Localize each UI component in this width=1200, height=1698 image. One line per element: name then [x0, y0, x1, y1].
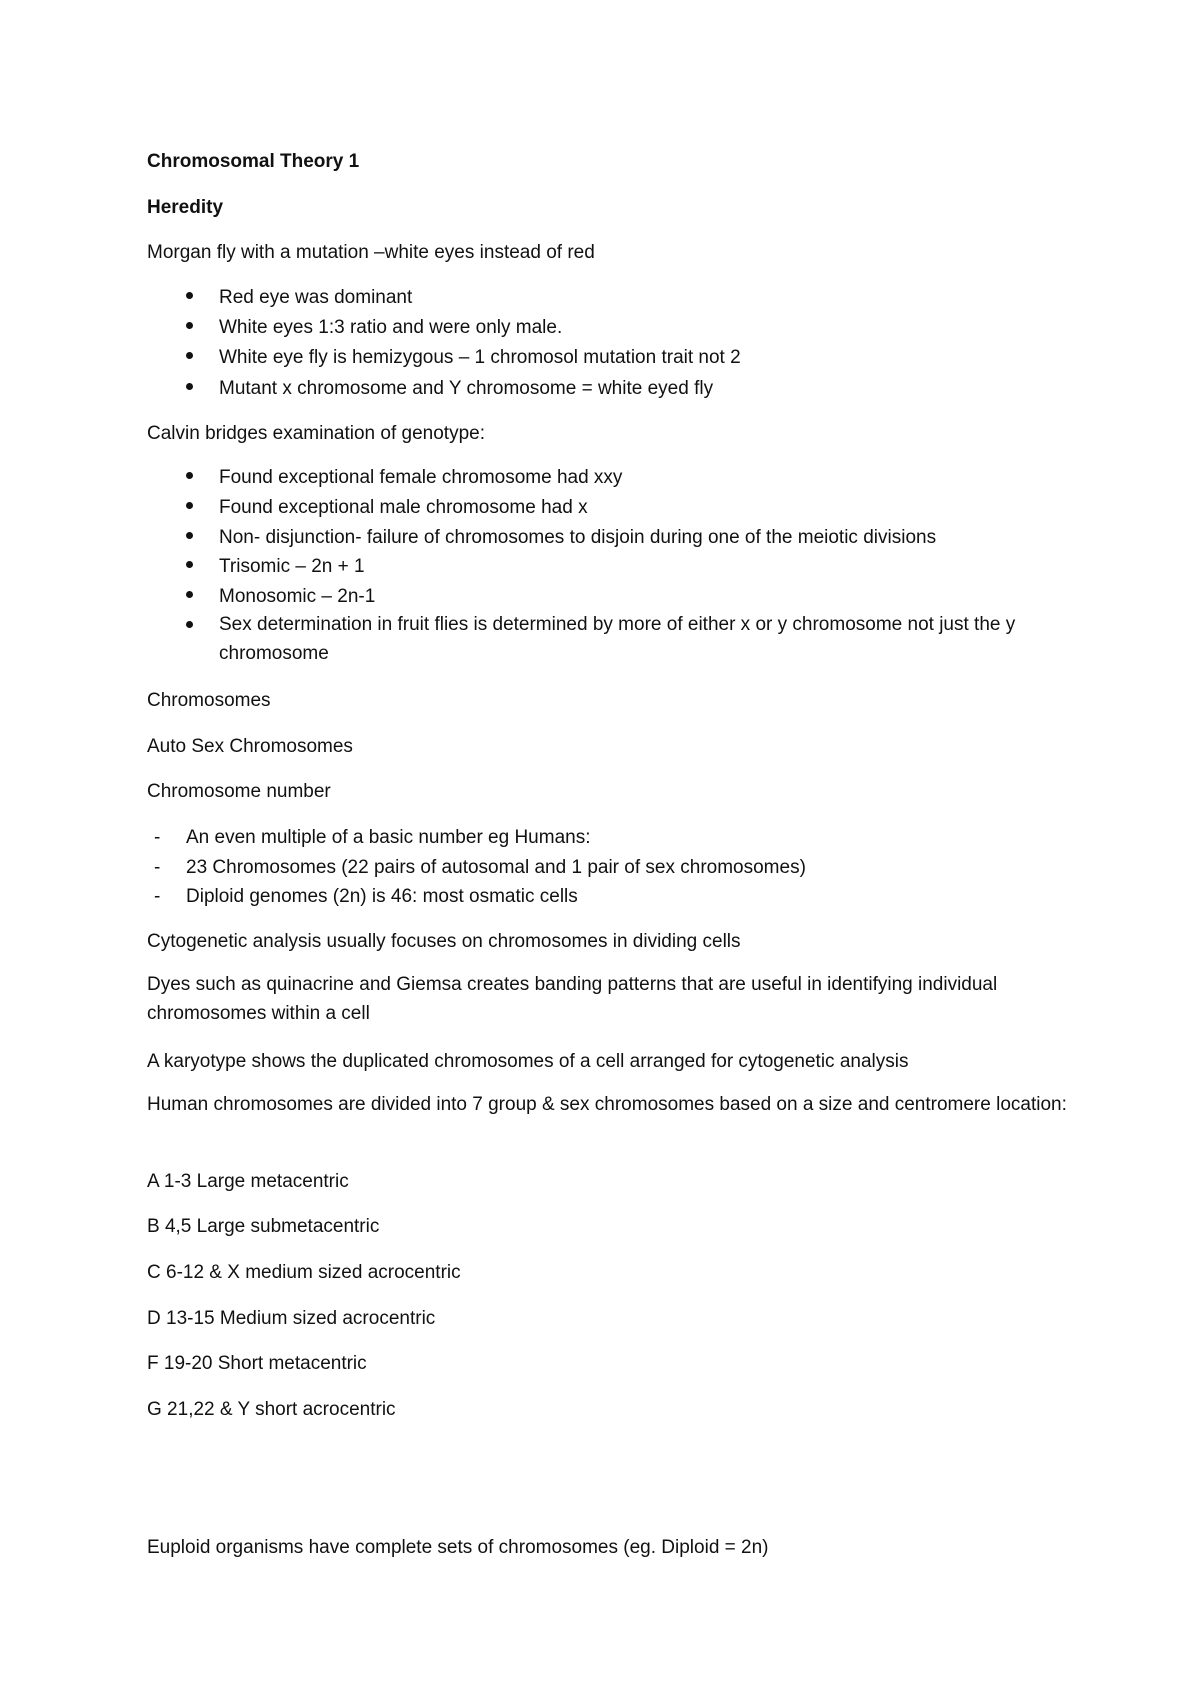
list-item: Found exceptional female chromosome had xxy [219, 467, 623, 488]
group-line: F 19-20 Short metacentric [147, 1353, 367, 1374]
bullet-icon [186, 591, 193, 598]
list-item: White eyes 1:3 ratio and were only male. [219, 317, 563, 338]
paragraph: Dyes such as quinacrine and Giemsa creates banding patterns that are useful in identifying individual chromosomes within a cell [147, 974, 998, 1024]
group-line: B 4,5 Large submetacentric [147, 1216, 380, 1237]
list-item: Diploid genomes (2n) is 46: most osmatic cells [186, 886, 578, 907]
bullet-icon [186, 502, 193, 509]
group-line: G 21,22 & Y short acrocentric [147, 1399, 396, 1420]
heredity-heading: Heredity [147, 197, 224, 218]
dash-marker: - [154, 857, 161, 878]
bullet-icon [186, 292, 193, 299]
bridges-intro: Calvin bridges examination of genotype: [147, 423, 485, 444]
dash-marker: - [154, 886, 161, 907]
heredity-intro: Morgan fly with a mutation –white eyes instead of red [147, 242, 595, 263]
paragraph: Human chromosomes are divided into 7 group & sex chromosomes based on a size and centromere location: [147, 1094, 1067, 1115]
dash-marker: - [154, 827, 161, 848]
document-title: Chromosomal Theory 1 [147, 151, 360, 172]
list-item: 23 Chromosomes (22 pairs of autosomal and 1 pair of sex chromosomes) [186, 857, 806, 878]
list-item: Mutant x chromosome and Y chromosome = white eyed fly [219, 378, 714, 399]
list-item: Non- disjunction- failure of chromosomes to disjoin during one of the meiotic divisions [219, 527, 937, 548]
bullet-icon [186, 621, 193, 628]
chromosome-number-heading: Chromosome number [147, 781, 331, 802]
group-line: A 1-3 Large metacentric [147, 1171, 349, 1192]
auto-sex-heading: Auto Sex Chromosomes [147, 736, 353, 757]
list-item: Trisomic – 2n + 1 [219, 556, 365, 577]
paragraph: A karyotype shows the duplicated chromosomes of a cell arranged for cytogenetic analysis [147, 1051, 909, 1072]
bullet-icon [186, 322, 193, 329]
bullet-icon [186, 383, 193, 390]
euploid-paragraph: Euploid organisms have complete sets of chromosomes (eg. Diploid = 2n) [147, 1537, 769, 1558]
chromosomes-heading: Chromosomes [147, 690, 271, 711]
list-item: An even multiple of a basic number eg Humans: [186, 827, 591, 848]
bullet-icon [186, 561, 193, 568]
bullet-icon [186, 532, 193, 539]
paragraph: Cytogenetic analysis usually focuses on chromosomes in dividing cells [147, 931, 741, 952]
list-item: Sex determination in fruit flies is determined by more of either x or y chromosome not just the y chromosome [219, 614, 1016, 664]
list-item: Red eye was dominant [219, 287, 413, 308]
list-item: Found exceptional male chromosome had x [219, 497, 588, 518]
list-item: White eye fly is hemizygous – 1 chromosol mutation trait not 2 [219, 347, 741, 368]
group-line: C 6-12 & X medium sized acrocentric [147, 1262, 461, 1283]
bullet-icon [186, 352, 193, 359]
group-line: D 13-15 Medium sized acrocentric [147, 1308, 436, 1329]
bullet-icon [186, 472, 193, 479]
list-item: Monosomic – 2n-1 [219, 586, 376, 607]
